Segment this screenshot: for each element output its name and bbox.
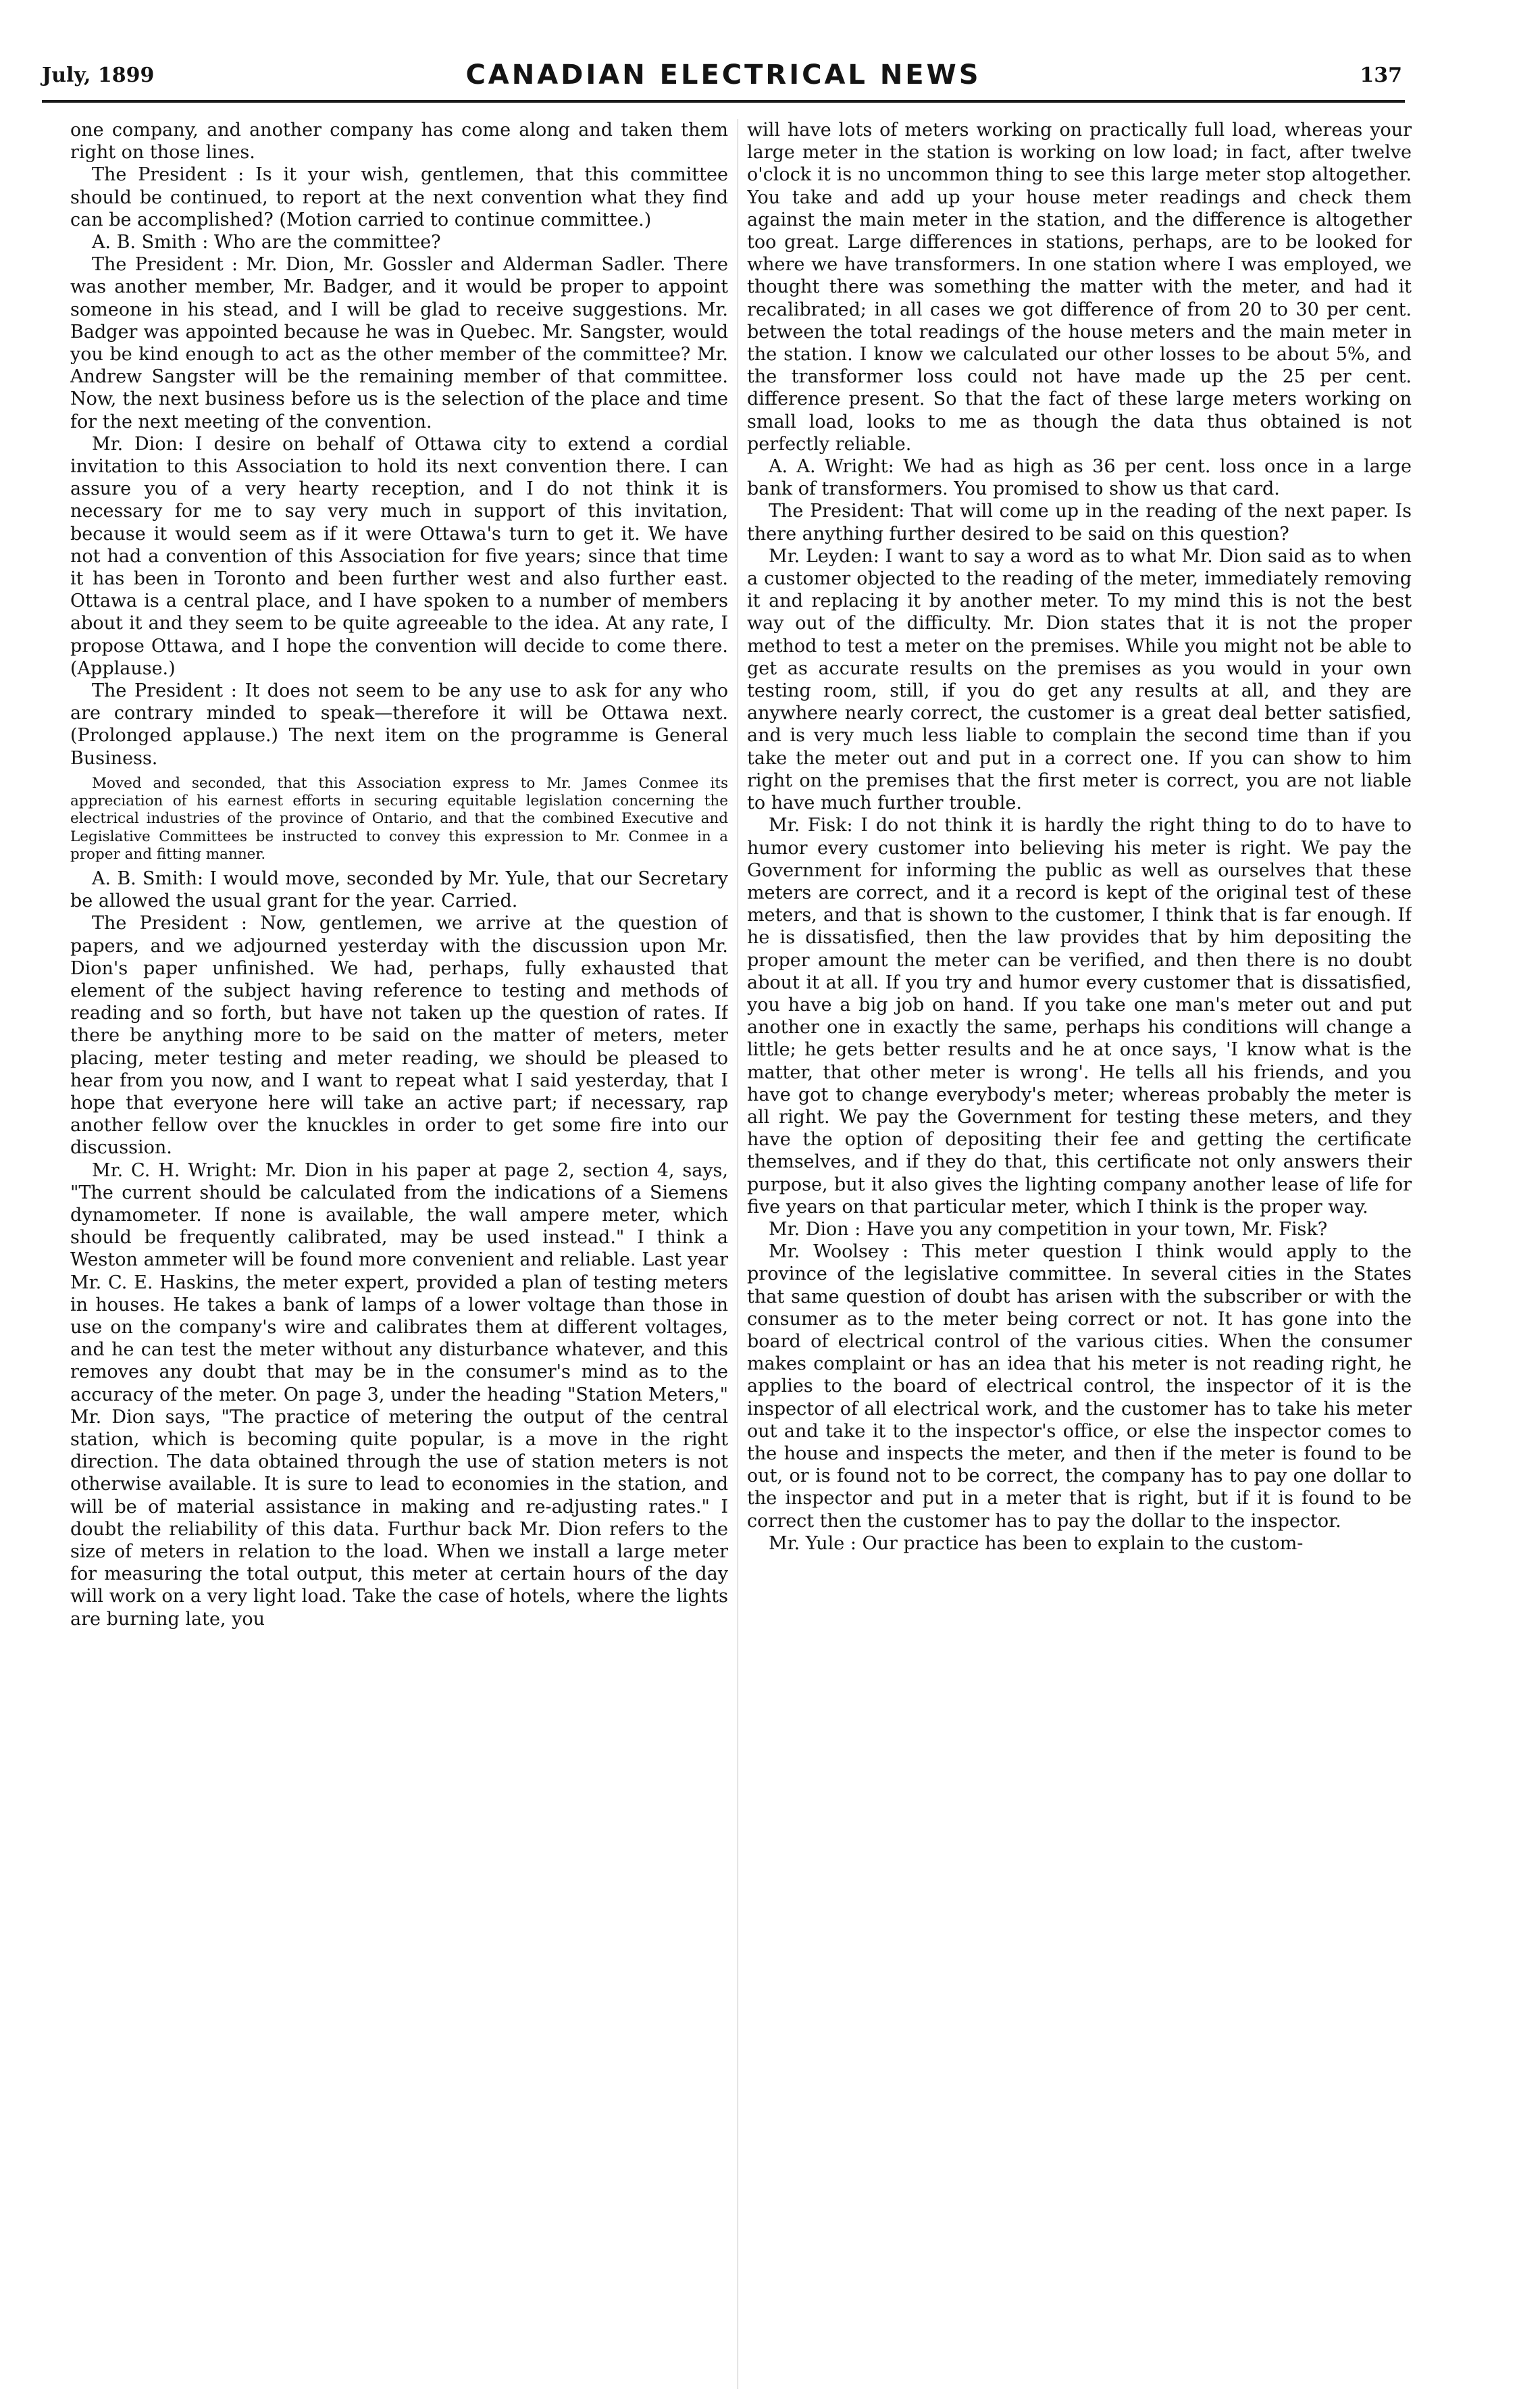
paragraph: The President : Now, gentlemen, we arrive at the question of papers, and we adjourned yesterday with the discussion upon Mr. Dion's paper unfinished. We had, perhaps, fully exhausted that element of the subject having reference to testing and methods of reading and so forth, but have not taken up the question of rates. If there be anything more to be said on the matter of meters, meter placing, meter testing and meter reading, we should be pleased to hear from you now, and I want to repeat what I said yesterday, that I hope that everyone here will take an active part; if necessary, rap another fellow over the knuckles in order to get some fire into our discussion. (70, 913, 728, 1159)
paragraph: The President : Is it your wish, gentlemen, that this committee should be continued, to report at the next convention what they find can be accomplished? (Motion carried to continue committee.) (70, 164, 728, 230)
paragraph: The President: That will come up in the reading of the next paper. Is there anything further desired to be said on this question? (747, 501, 1412, 545)
page-header (42, 59, 1405, 103)
masthead-title: CANADIAN ELECTRICAL NEWS (465, 59, 981, 91)
left-column (70, 119, 728, 2396)
paragraph: Mr. Woolsey : This meter question I think would apply to the province of the legislative committee. In several cities in the States that same question of doubt has arisen with the subscriber or with the consumer as to the meter being correct or not. It has gone into the board of electrical control of the various cities. When the consumer makes complaint or has an idea that his meter is not reading right, he applies to the board of electrical control, the inspector of it is the inspector of all electrical work, and the customer has to take his meter out and take it to the inspector's office, or else the inspector comes to the house and inspects the meter, and then if the meter is found to be out, or is found not to be correct, the company has to pay one dollar to the inspector and put in a meter that is right, but if it is found to be correct then the customer has to pay the dollar to the inspector. (747, 1241, 1412, 1532)
paragraph: one company, and another company has come along and taken them right on those lines. (70, 120, 728, 164)
paragraph: Mr. Leyden: I want to say a word as to what Mr. Dion said as to when a customer objected to the reading of the meter, immediately removing it and replacing it by another meter. To my mind this is not the best way out of the difficulty. Mr. Dion states that it is not the proper method to test a meter on the premises. While you might not be able to get as accurate results on the premises as you would in your own testing room, still, if you do get any results at all, and they are anywhere nearly correct, the customer is a great deal better satisfied, and is very much less liable to complain the second time than if you take the meter out and put in a correct one. If you can show to him right on the premises that the first meter is correct, you are not liable to have much further trouble. (747, 545, 1412, 814)
resolution-paragraph: Moved and seconded, that this Association express to Mr. James Conmee its appreciation of his earnest efforts in securing equitable legislation concerning the electrical industries of the province of Ontario, and that the combined Executive and Legislative Committees be instructed to convey this expression to Mr. Conmee in a proper and fitting manner. (70, 774, 728, 863)
right-column (747, 119, 1412, 2396)
paragraph: Mr. Dion: I desire on behalf of Ottawa city to extend a cordial invitation to this Association to hold its next convention there. I can assure you of a very hearty reception, and I do not think it is necessary for me to say very much in support of this invitation, because it would seem as if it were Ottawa's turn to get it. We have not had a convention of this Association for five years; since that time it has been in Toronto and been further west and also further east. Ottawa is a central place, and I have spoken to a number of members about it and they seem to be quite agreeable to the idea. At any rate, I propose Ottawa, and I hope the convention will decide to come there. (Applause.) (70, 433, 728, 679)
paragraph: The President : It does not seem to be any use to ask for any who are contrary minded to speak—therefore it will be Ottawa next. (Prolonged applause.) The next item on the programme is General Business. (70, 680, 728, 769)
paragraph: will have lots of meters working on practically full load, whereas your large meter in the station is working on low load; in fact, after twelve o'clock it is no uncommon thing to see this large meter stop altogether. You take and add up your house meter readings and check them against the main meter in the station, and the difference is altogether too great. Large differences in stations, perhaps, are to be looked for where we have transformers. In one station where I was employed, we thought there was something the matter with the meter, and had it recalibrated; in all cases we got difference of from 20 to 30 per cent. between the total readings of the house meters and the main meter in the station. I know we calculated our other losses to be about 5%, and the transformer loss could not have made up the 25 per cent. difference present. So that the fact of these large meters working on small load, looks to me as though the data thus obtained is not perfectly reliable. (747, 120, 1412, 455)
paragraph: A. B. Smith : Who are the committee? (92, 232, 441, 253)
paragraph: Mr. C. H. Wright: Mr. Dion in his paper at page 2, section 4, says, "The current should be calculated from the indications of a Siemens dynamometer. If none is available, the wall ampere meter, which should be frequently calibrated, may be used instead." I think a Weston ammeter will be found more convenient and reliable. Last year Mr. C. E. Haskins, the meter expert, provided a plan of testing meters in houses. He takes a bank of lamps of a lower voltage than those in use on the company's wire and calibrates them at different voltages, and he can test the meter without any disturbance whatever, and this removes any doubt that may be in the consumer's mind as to the accuracy of the meter. On page 3, under the heading "Station Meters," Mr. Dion says, "The practice of metering the output of the central station, which is becoming quite popular, is a move in the right direction. The data obtained through the use of station meters is not otherwise available. It is sure to lead to economies in the station, and will be of material assistance in making and re-adjusting rates." I doubt the reliability of this data. Furthur back Mr. Dion refers to the size of meters in relation to the load. When we install a large meter for measuring the total output, this meter at certain hours of the day will work on a very light load. Take the case of hotels, where the lights are burning late, you (70, 1159, 728, 1630)
paragraph: A. B. Smith: I would move, seconded by Mr. Yule, that our Secretary be allowed the usual grant for the year. Carried. (70, 868, 728, 912)
paragraph: Mr. Fisk: I do not think it is hardly the right thing to do to have to humor every customer into believing his meter is right. We pay the Government for informing the public as well as ourselves that these meters are correct, and it a record is kept of the original test of these meters, and that is shown to the customer, I think that is far enough. If he is dissatisfied, then the law provides that by him depositing the proper amount the meter can be verified, and then there is no doubt about it at all. If you try and humor every customer that is dissatisfied, you have a big job on hand. If you take one man's meter out and put another one in exactly the same, perhaps his conditions will change a little; he gets better results and he at once says, 'I know what is the matter, that other meter is wrong'. He tells all his friends, and you have got to change everybody's meter; whereas probably the meter is all right. We pay the Government for testing these meters, and they have the option of depositing their fee and getting the certificate themselves, and if they do that, this certificate not only answers their purpose, but it also gives the lighting company another lease of life for five years on that particular meter, which I think is the proper way. (747, 815, 1412, 1218)
paragraph: Mr. Dion : Have you any competition in your town, Mr. Fisk? (769, 1218, 1328, 1240)
paragraph: A. A. Wright: We had as high as 36 per cent. loss once in a large bank of transformers. You promised to show us that card. (747, 456, 1412, 500)
issue-date: July, 1899 (42, 64, 155, 87)
paragraph: Mr. Yule : Our practice has been to explain to the custom- (769, 1532, 1304, 1554)
page-number: 137 (1360, 64, 1402, 87)
paragraph: The President : Mr. Dion, Mr. Gossler and Alderman Sadler. There was another member, Mr. Badger, and it would be proper to appoint someone in his stead, and I will be glad to receive suggestions. Mr. Badger was appointed because he was in Quebec. Mr. Sangster, would you be kind enough to act as the other member of the committee? Mr. Andrew Sangster will be the remaining member of that committee. Now, the next business before us is the selection of the place and time for the next meeting of the convention. (70, 254, 728, 432)
